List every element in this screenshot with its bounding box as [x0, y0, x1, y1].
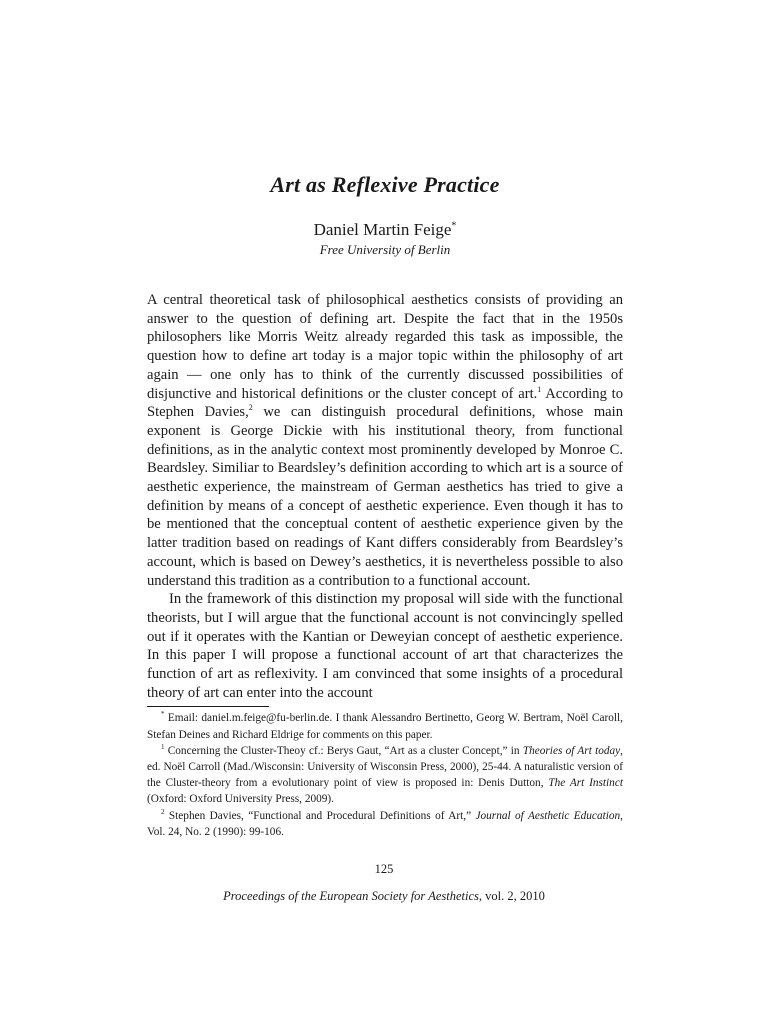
journal-volume: , vol. 2, 2010 [478, 889, 545, 903]
footnote-2 [147, 808, 623, 840]
footnote-1-book-title-2: The Art Instinct [548, 777, 623, 790]
paragraph-1-part-1: A central theoretical task of philosophical aesthetics consists of providing an answer to the question of defining art. Despite the fact that in the 1950s philosophers like Morris Weitz already regarded this task as impossible, the question how to define art today is a major topic within the philosophy of art again — one only has to think of the currently discussed possibilities of disjunctive and historical definitions or the cluster concept of art. [147, 292, 623, 402]
paragraph-2: In the framework of this distinction my proposal will side with the functional theorists, but I will argue that the functional account is not convincingly spelled out if it operates with the Kantian or Deweyian concept of aesthetic experience. In this paper I will propose a functional account of art that characterizes the function of art as reflexivity. I am convinced that some insights of a procedural theory of art can enter into the account [147, 591, 623, 701]
paragraph-1-part-2: According to Stephen Davies, [147, 385, 623, 421]
footnote-2-journal: Journal of Aesthetic Education [475, 809, 621, 822]
footnote-1-mark: 1 [161, 743, 165, 752]
footnotes [147, 710, 623, 840]
author-name-text: Daniel Martin Feige [313, 220, 452, 239]
footnote-1-part-1: Concerning the Cluster-Theoy cf.: Berys Gaut, “Art as a cluster Concept,” in [164, 744, 523, 757]
footnote-2-part-2: , Vol. 24, No. 2 (1990): 99-106. [147, 809, 623, 838]
paper-title: Art as Reflexive Practice [270, 172, 500, 197]
author-name [147, 220, 623, 240]
footnote-1-book-title: Theories of Art today [522, 744, 621, 757]
footnote-rule [147, 706, 269, 707]
footnote-2-part-1: Stephen Davies, “Functional and Procedural Definitions of Art,” [164, 809, 476, 822]
footnote-1-part-3: (Oxford: Oxford University Press, 2009). [147, 793, 334, 806]
footnote-1 [147, 743, 623, 808]
footnote-2-mark: 2 [161, 807, 165, 816]
page-number: 125 [374, 862, 394, 876]
footnote-star-text: Email: daniel.m.feige@fu-berlin.de. I thank Alessandro Bertinetto, Georg W. Bertram, Noël Caroll, Stefan Deines and Richard Eldrige for comments on this paper. [147, 712, 623, 741]
journal-name: Proceedings of the European Society for Aesthetics [223, 889, 479, 903]
footnote-star [147, 710, 623, 742]
author-affiliation: Free University of Berlin [319, 242, 451, 257]
journal-footer [0, 889, 768, 904]
footnote-ref-2: 2 [248, 403, 253, 413]
author-footnote-mark: * [451, 220, 457, 232]
footnote-star-mark: * [161, 710, 165, 719]
paper-page [147, 172, 623, 840]
paragraph-1-part-3: we can distinguish procedural definitions, whose main exponent is George Dickie with his institutional theory, from functional definitions, as in the analytic context most prominently developed by Monroe C. Beardsley. Similiar to Beardsley’s definition according to which art is a source of aesthetic experience, the mainstream of German aesthetics has tried to give a definition by means of a concept of aesthetic experience. Even though it has to be mentioned that the conceptual content of aesthetic experience given by the latter tradition based on readings of Kant differs considerably from Beardsley’s account, which is based on Dewey’s aesthetics, it is nevertheless possible to also understand this tradition as a contribution to a functional account. [147, 404, 623, 589]
paragraph-1 [147, 291, 623, 590]
body-text [147, 291, 623, 702]
footnote-ref-1: 1 [537, 384, 542, 394]
footnote-1-part-2: , ed. Noël Carroll (Mad./Wisconsin: University of Wisconsin Press, 2000), 25-44. A naturalistic version of the Cluster-theory from a evolutionary point of view is proposed in: Denis Dutton, [147, 744, 623, 790]
